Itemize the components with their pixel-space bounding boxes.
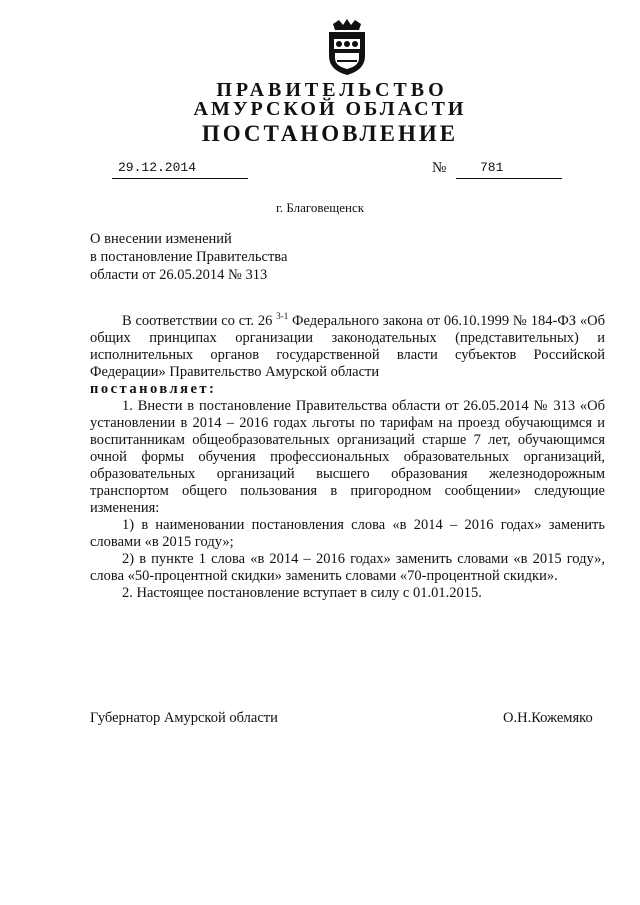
item-2-paragraph: 2. Настоящее постановление вступает в силу с 01.01.2015. xyxy=(122,584,482,601)
article-superscript: 3-1 xyxy=(276,311,289,321)
preamble-paragraph xyxy=(90,308,605,381)
subitem-2-paragraph: 2) в пункте 1 слова «в 2014 – 2016 годах» заменить словами «в 2015 году», слова «50-процентной скидки» заменить словами «70-процентной скидки». xyxy=(90,550,605,584)
item-1-paragraph: 1. Внести в постановление Правительства области от 26.05.2014 № 313 «Об установлении в 2014 – 2016 годах льготы по тарифам на проезд обучающимся и воспитанникам общеобразовательных организаций старше 7 лет, обучающимся очной формы обучения профессиональных образовательных организаций, образовательных организаций высшего образования железнодорожным транспортом общего пользования в пригородном сообщении» следующие изменения: xyxy=(90,397,605,516)
number-label: № xyxy=(432,160,447,176)
coat-of-arms-emblem xyxy=(325,18,369,76)
subject-line-3: области от 26.05.2014 № 313 xyxy=(90,267,268,283)
subject-line-2: в постановление Правительства xyxy=(90,249,288,265)
decides-word: постановляет: xyxy=(90,380,217,397)
document-date: 29.12.2014 xyxy=(112,160,248,179)
org-name-line2: АМУРСКОЙ ОБЛАСТИ xyxy=(193,98,467,120)
document-subject xyxy=(90,230,287,284)
org-name-line1: ПРАВИТЕЛЬСТВО xyxy=(216,79,448,101)
preamble-text-b: Федерального закона от 06.10.1999 № 184-ФЗ «Об общих принципах организации законодательных (представительных) и исполнительных органов государственной власти субъектов Российской Федерации» Правительство Амурской области xyxy=(90,312,605,380)
signatory-title: Губернатор Амурской области xyxy=(90,710,278,726)
document-number: 781 xyxy=(456,160,562,179)
city-line: г. Благовещенск xyxy=(275,200,365,215)
subitem-1-paragraph: 1) в наименовании постановления слова «в 2014 – 2016 годах» заменить словами «в 2015 году»; xyxy=(90,516,605,550)
signatory-name: О.Н.Кожемяко xyxy=(503,710,593,726)
document-body xyxy=(90,308,605,602)
subject-line-1: О внесении изменений xyxy=(90,231,232,247)
document-type-title: ПОСТАНОВЛЕНИЕ xyxy=(201,121,459,146)
preamble-text-a: В соответствии со ст. 26 xyxy=(122,312,277,329)
